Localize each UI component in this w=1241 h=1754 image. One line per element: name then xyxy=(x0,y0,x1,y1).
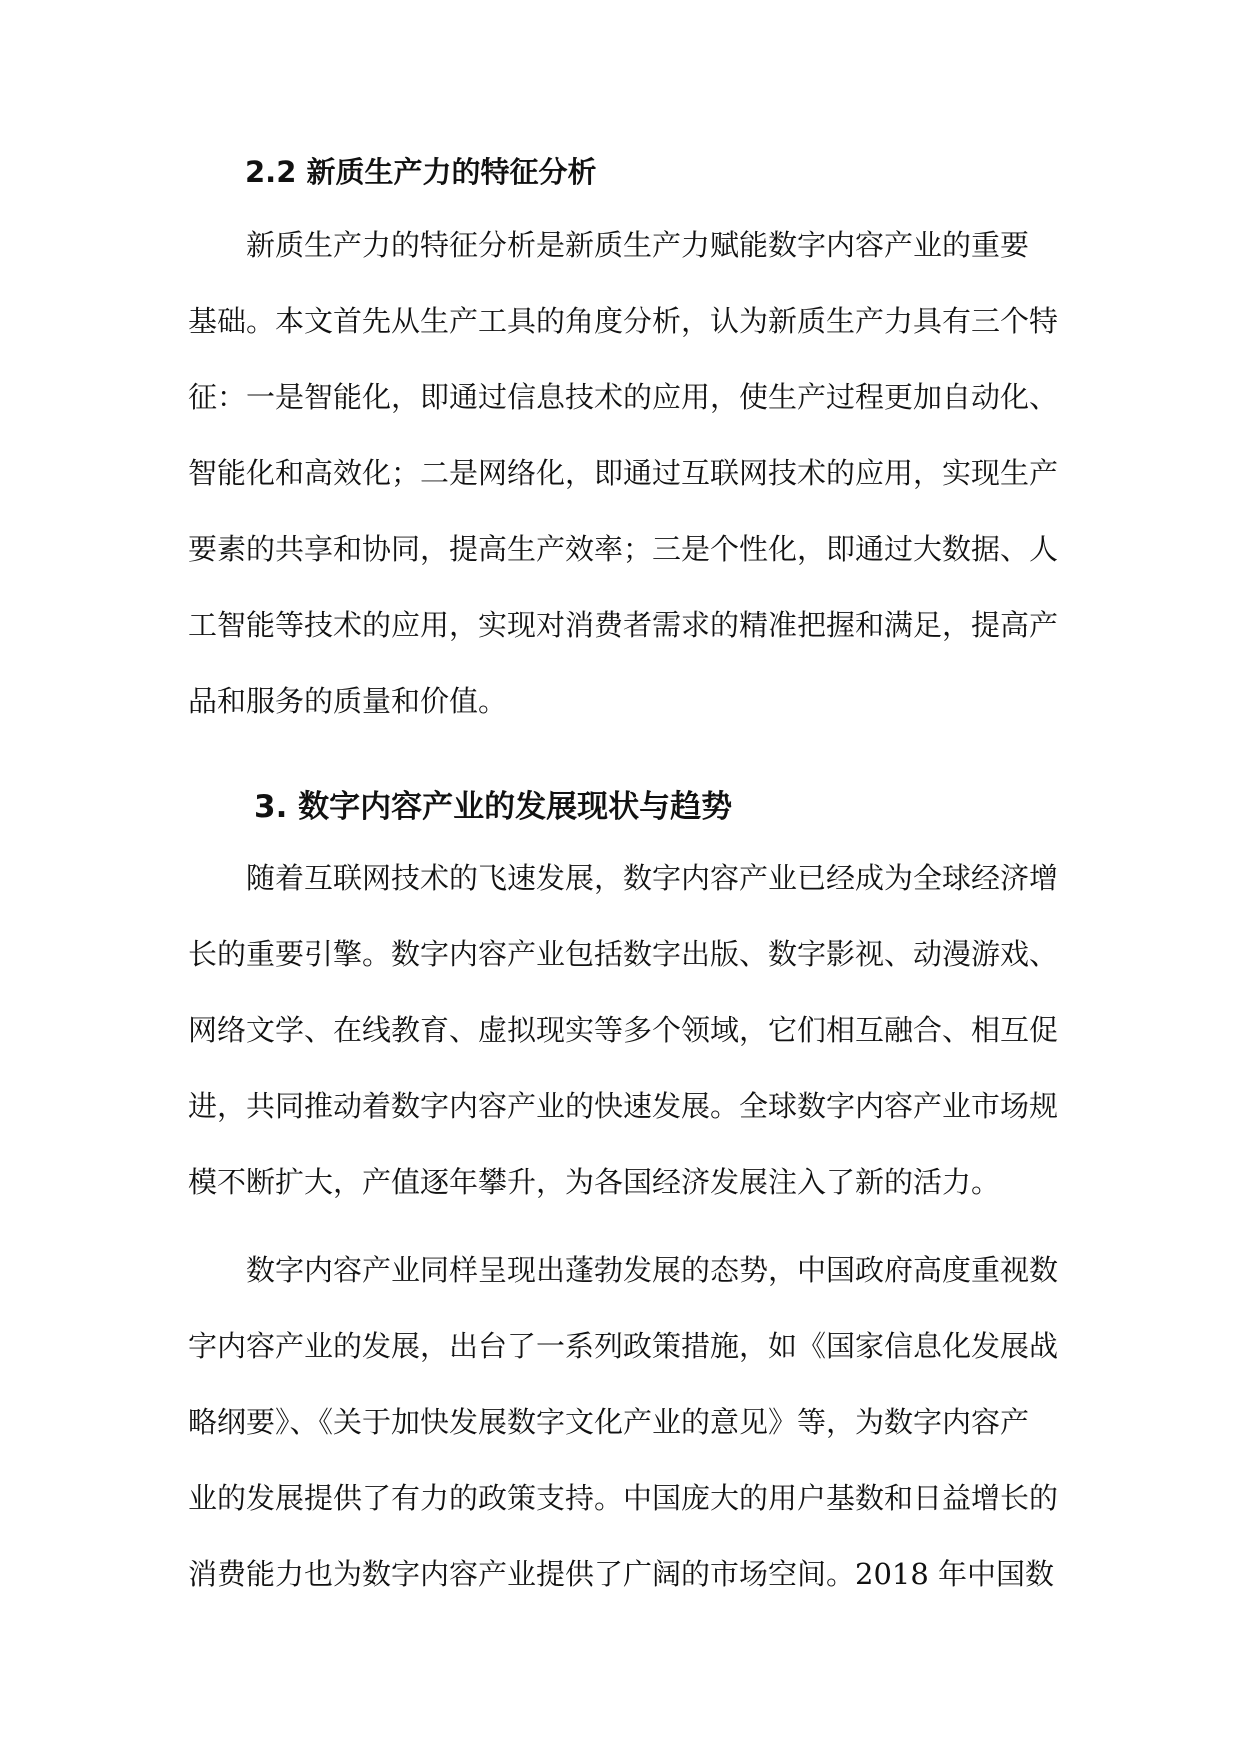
paragraph-line: 要素的共享和协同，提高生产效率；三是个性化，即通过大数据、人 xyxy=(188,532,1059,566)
paragraph-china-industry xyxy=(188,1232,1068,1612)
paragraph-line: 数字内容产业同样呈现出蓬勃发展的态势，中国政府高度重视数 xyxy=(246,1253,1059,1287)
paragraph-line: 征：一是智能化，即通过信息技术的应用，使生产过程更加自动化、 xyxy=(188,380,1059,414)
paragraph-line: 智能化和高效化；二是网络化，即通过互联网技术的应用，实现生产 xyxy=(188,456,1059,490)
paragraph-line: 随着互联网技术的飞速发展，数字内容产业已经成为全球经济增 xyxy=(246,861,1059,895)
paragraph-line: 业的发展提供了有力的政策支持。中国庞大的用户基数和日益增长的 xyxy=(188,1481,1059,1515)
paragraph-line: 消费能力也为数字内容产业提供了广阔的市场空间。2018 年中国数 xyxy=(188,1557,1055,1591)
paragraph-line: 工智能等技术的应用，实现对消费者需求的精准把握和满足，提高产 xyxy=(188,608,1059,642)
paragraph-line: 品和服务的质量和价值。 xyxy=(188,684,508,718)
paragraph-line: 字内容产业的发展，出台了一系列政策措施，如《国家信息化发展战 xyxy=(188,1329,1059,1363)
paragraph-characteristics xyxy=(188,207,1068,739)
section-heading-2-2: 2.2 新质生产力的特征分析 xyxy=(245,155,597,189)
paragraph-line: 略纲要》、《关于加快发展数字文化产业的意见》等，为数字内容产 xyxy=(188,1405,1030,1439)
paragraph-global-industry xyxy=(188,840,1068,1220)
paragraph-line: 基础。本文首先从生产工具的角度分析，认为新质生产力具有三个特 xyxy=(188,304,1059,338)
section-heading-3: 3. 数字内容产业的发展现状与趋势 xyxy=(254,789,733,825)
paragraph-line: 长的重要引擎。数字内容产业包括数字出版、数字影视、动漫游戏、 xyxy=(188,937,1059,971)
paragraph-line: 进，共同推动着数字内容产业的快速发展。全球数字内容产业市场规 xyxy=(188,1089,1059,1123)
paragraph-line: 新质生产力的特征分析是新质生产力赋能数字内容产业的重要 xyxy=(246,228,1030,262)
paragraph-line: 网络文学、在线教育、虚拟现实等多个领域，它们相互融合、相互促 xyxy=(188,1013,1059,1047)
paragraph-line: 模不断扩大，产值逐年攀升，为各国经济发展注入了新的活力。 xyxy=(188,1165,1001,1199)
